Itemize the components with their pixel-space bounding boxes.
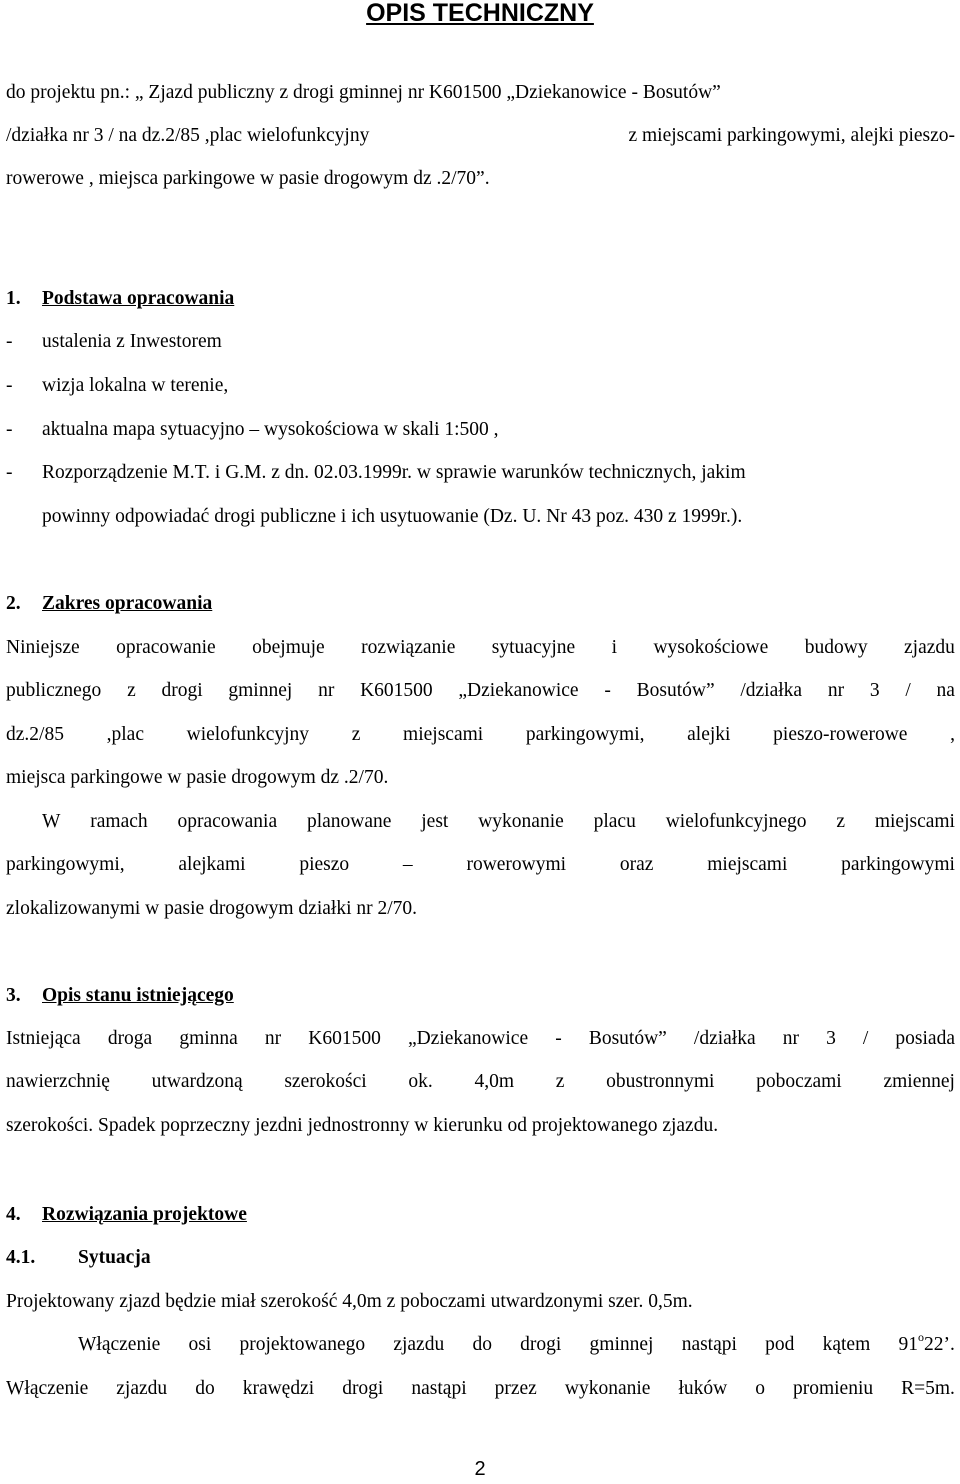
word: - [555, 1028, 562, 1049]
s2-p1-line-1 [6, 636, 955, 660]
word: sytuacyjne [491, 637, 576, 658]
word: /działka [693, 1028, 756, 1049]
s2-p2-line-2 [6, 853, 955, 877]
word: oraz [619, 854, 654, 875]
word: „Dziekanowice [458, 680, 579, 701]
word: wielofunkcyjnego [665, 811, 807, 832]
word: zjazdu [904, 637, 955, 658]
word: obejmuje [252, 637, 325, 658]
word: obustronnymi [606, 1071, 715, 1092]
document-title: OPIS TECHNICZNY [366, 0, 594, 27]
word: parkingowymi, [6, 854, 125, 875]
bullet-item: - ustalenia z Inwestorem [6, 331, 222, 352]
angle-value: 91$^o$22’. [898, 1330, 955, 1355]
s4-line-1: Projektowany zjazd będzie miał szerokość 4,0m z poboczami utwardzonymi szer. 0,5m. [6, 1291, 693, 1312]
word: parkingowymi, [525, 724, 645, 745]
word: planowane [306, 811, 392, 832]
word: ,plac [106, 724, 144, 745]
section-title: Podstawa opracowania [42, 288, 235, 309]
word: K601500 [308, 1028, 381, 1049]
word: placu [593, 811, 636, 832]
word: łuków [678, 1378, 728, 1399]
word: gminnej [589, 1334, 654, 1355]
word: zjazdu [393, 1334, 445, 1355]
s4-line-3 [6, 1377, 955, 1401]
word: / [905, 680, 911, 701]
bullet-continuation [6, 505, 742, 529]
word: zjazdu [116, 1378, 168, 1399]
word: do [195, 1378, 215, 1399]
intro-line-3: rowerowe , miejsca parkingowe w pasie drogowym dz .2/70”. [6, 168, 490, 189]
word: 4,0m [474, 1071, 515, 1092]
s3-line-1 [6, 1027, 955, 1051]
word: , [950, 724, 955, 745]
bullet-text: Rozporządzenie M.T. i G.M. z dn. 02.03.1999r. w sprawie warunków technicznych, jakim [42, 462, 746, 483]
word: nr [264, 1028, 282, 1049]
section-title: Rozwiązania projektowe [42, 1204, 247, 1225]
word: drogi [342, 1378, 384, 1399]
word: z [836, 811, 845, 832]
word: pieszo-rowerowe [773, 724, 908, 745]
word: Istniejąca [6, 1028, 81, 1049]
word: nawierzchnię [6, 1071, 110, 1092]
word: nr [827, 680, 845, 701]
word: z [555, 1071, 565, 1092]
section-title: Opis stanu istniejącego [42, 985, 234, 1006]
word: alejki [687, 724, 731, 745]
word: Niniejsze [6, 637, 80, 658]
section-number: 2. [6, 593, 21, 614]
word: rowerowymi [466, 854, 567, 875]
bullet-item: - aktualna mapa sytuacyjno – wysokościowa w skali 1:500 , [6, 419, 499, 440]
word: 3 [869, 680, 880, 701]
word: K601500 [360, 680, 433, 701]
word: promieniu [792, 1378, 874, 1399]
s2-p2-line-3: zlokalizowanymi w pasie drogowym działki nr 2/70. [6, 898, 418, 919]
section-number: 3. [6, 985, 21, 1006]
section-1-heading [6, 287, 234, 311]
s2-p1-line-3 [6, 723, 955, 747]
section-number: 1. [6, 288, 21, 309]
subsection-number: 4.1. [6, 1247, 36, 1268]
word: poboczami [756, 1071, 842, 1092]
section-2-heading [6, 592, 212, 616]
word: – [402, 854, 413, 875]
bullet-text: aktualna mapa sytuacyjno – wysokościowa w skali 1:500 , [42, 419, 499, 440]
word: ramach [90, 811, 148, 832]
word: „Dziekanowice [407, 1028, 529, 1049]
intro-line-2-part: z miejscami parkingowymi, alejki pieszo- [628, 125, 955, 146]
word: wysokościowe [653, 637, 769, 658]
s3-line-3: szerokości. Spadek poprzeczny jezdni jednostronny w kierunku od projektowanego zjazdu. [6, 1115, 719, 1136]
word: projektowanego [239, 1334, 366, 1355]
s4-line-2 [78, 1330, 955, 1357]
bullet-text: powinny odpowiadać drogi publiczne i ich usytuowanie (Dz. U. Nr 43 poz. 430 z 1999r.). [42, 506, 743, 527]
word: posiada [895, 1028, 955, 1049]
word: przez [494, 1378, 537, 1399]
bullet-item: - Rozporządzenie M.T. i G.M. z dn. 02.03.1999r. w sprawie warunków technicznych, jakim [6, 462, 746, 483]
word: wykonanie [478, 811, 564, 832]
word: Włączenie [78, 1334, 161, 1355]
word: nastąpi [681, 1334, 737, 1355]
word: jest [421, 811, 449, 832]
word: kątem [822, 1334, 871, 1355]
word: Bosutów” [588, 1028, 667, 1049]
word: W [42, 811, 61, 832]
word: nastąpi [411, 1378, 467, 1399]
word: Bosutów” [636, 680, 715, 701]
word: wielofunkcyjny [186, 724, 310, 745]
word: krawędzi [242, 1378, 315, 1399]
word: nr [782, 1028, 799, 1049]
word: publicznego [6, 680, 102, 701]
word: alejkami [178, 854, 246, 875]
section-3-heading [6, 984, 234, 1008]
s2-p2-line-1 [42, 810, 955, 834]
word: szerokości [284, 1071, 367, 1092]
word: ok. [408, 1071, 433, 1092]
page-number: 2 [474, 1458, 486, 1480]
s2-p1-line-2 [6, 679, 955, 703]
word: gminna [179, 1028, 238, 1049]
word: zmiennej [883, 1071, 955, 1092]
word: opracowania [177, 811, 278, 832]
word: miejscami [874, 811, 955, 832]
word: utwardzoną [151, 1071, 243, 1092]
intro-line-2-part: /działka nr 3 / na dz.2/85 ,plac wielofunkcyjny [6, 125, 370, 146]
word: droga [107, 1028, 153, 1049]
word: Włączenie [6, 1378, 89, 1399]
word: z [127, 680, 136, 701]
word: z [351, 724, 361, 745]
section-number: 4. [6, 1204, 21, 1225]
word: na [936, 680, 955, 701]
word: 3 [826, 1028, 836, 1049]
word: o [755, 1378, 765, 1399]
word: miejscami [403, 724, 484, 745]
word: - [604, 680, 611, 701]
word: do [472, 1334, 492, 1355]
subsection-title: Sytuacja [78, 1247, 151, 1268]
s3-line-2 [6, 1070, 955, 1094]
word: / [862, 1028, 869, 1049]
word: /działka [740, 680, 803, 701]
s2-p1-line-4: miejsca parkingowe w pasie drogowym dz .2/70. [6, 767, 389, 788]
intro-line-2 [6, 124, 955, 148]
word: drogi [520, 1334, 562, 1355]
word: gminnej [228, 680, 293, 701]
bullet-text: wizja lokalna w terenie, [42, 375, 229, 396]
word: budowy [804, 637, 868, 658]
section-title: Zakres opracowania [42, 593, 213, 614]
word: wykonanie [564, 1378, 651, 1399]
bullet-item: - wizja lokalna w terenie, [6, 375, 229, 396]
word: miejscami [707, 854, 788, 875]
intro-line-1: do projektu pn.: „ Zjazd publiczny z drogi gminnej nr K601500 „Dziekanowice - Bosutów” [6, 82, 721, 103]
word: pod [765, 1334, 795, 1355]
word: drogi [161, 680, 203, 701]
subsection-4-1-heading [6, 1246, 151, 1270]
word: R=5m. [901, 1378, 955, 1399]
word: pieszo [299, 854, 350, 875]
word: opracowanie [116, 637, 216, 658]
word: dz.2/85 [6, 724, 64, 745]
bullet-text: ustalenia z Inwestorem [42, 331, 222, 352]
section-4-heading [6, 1203, 247, 1227]
word: i [611, 637, 618, 658]
word: rozwiązanie [361, 637, 456, 658]
word: parkingowymi [841, 854, 955, 875]
word: osi [188, 1334, 212, 1355]
word: nr [318, 680, 335, 701]
